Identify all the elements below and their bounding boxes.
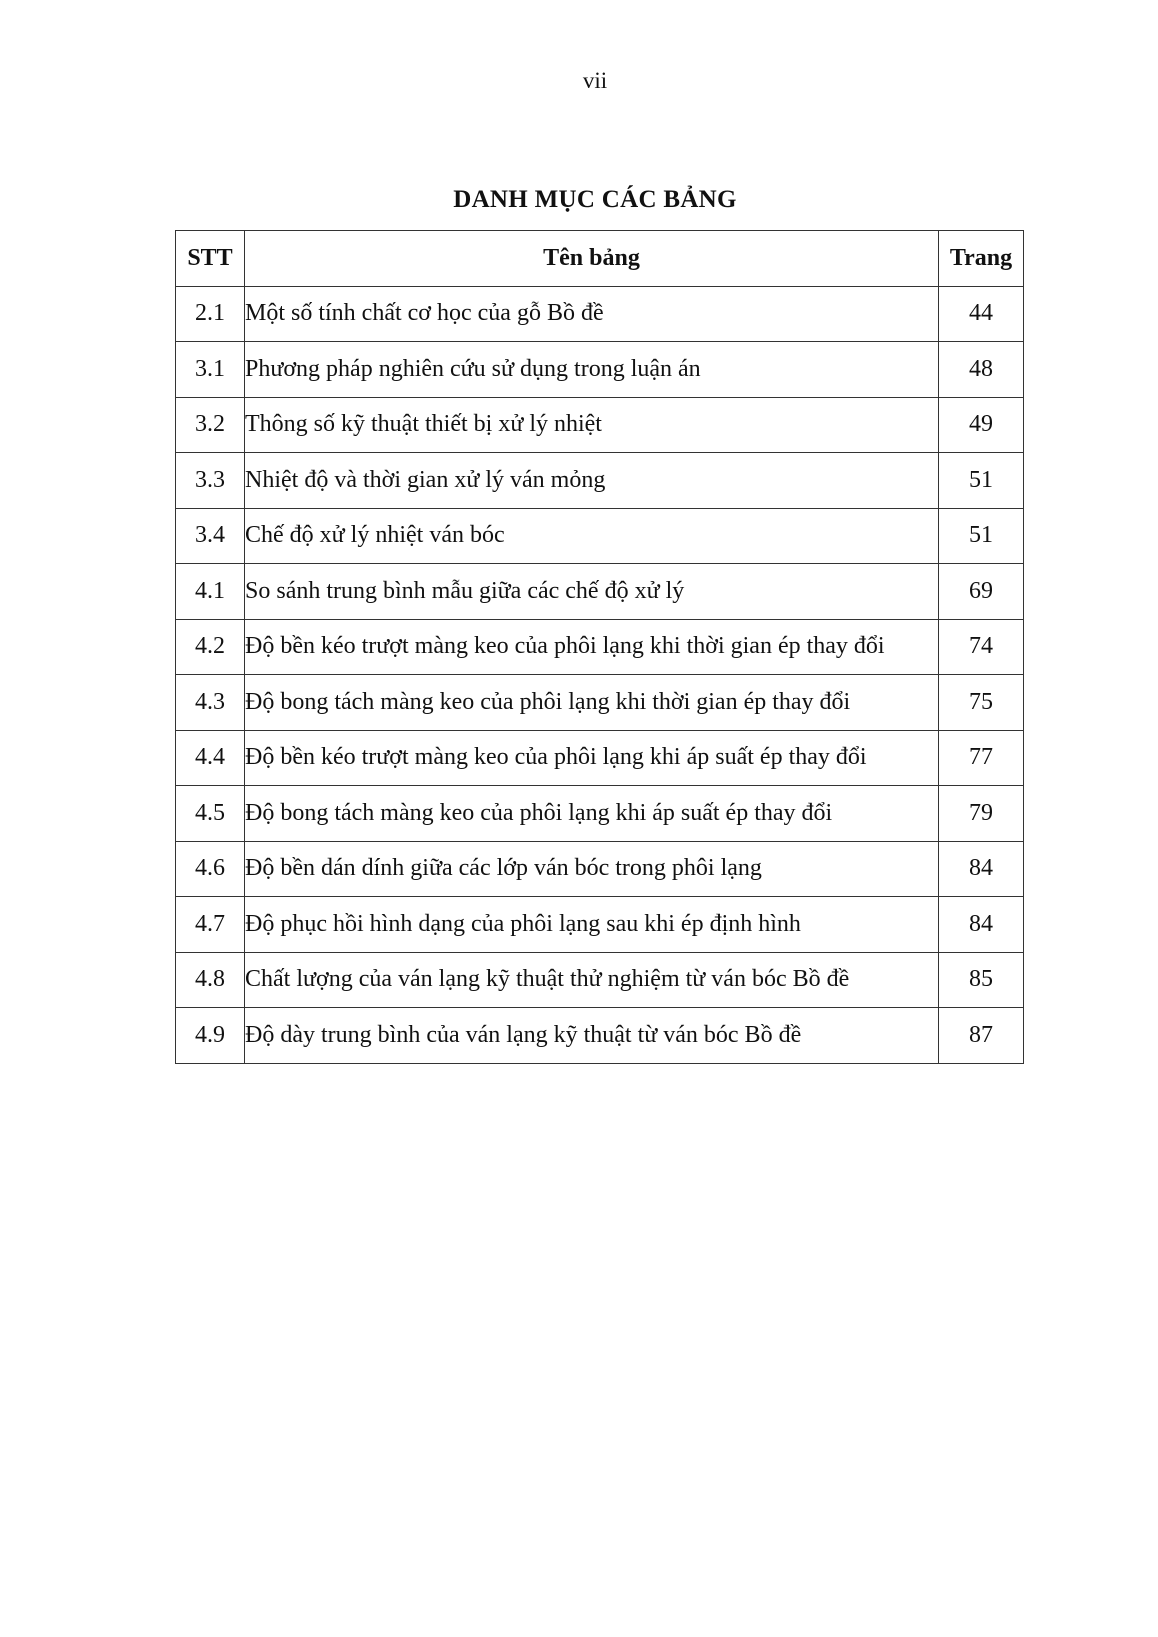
row-table-name: Một số tính chất cơ học của gỗ Bồ đề <box>245 286 939 342</box>
row-page: 87 <box>939 1008 1024 1064</box>
table-row <box>176 897 1024 953</box>
table-row <box>176 508 1024 564</box>
row-page: 69 <box>939 564 1024 620</box>
page-number: vii <box>582 68 608 93</box>
row-page: 51 <box>939 453 1024 509</box>
table-row <box>176 286 1024 342</box>
row-table-name: Độ bền kéo trượt màng keo của phôi lạng khi thời gian ép thay đổi <box>245 619 939 675</box>
row-page: 44 <box>939 286 1024 342</box>
row-page: 77 <box>939 730 1024 786</box>
row-stt: 4.2 <box>176 619 245 675</box>
row-table-name: Độ bền kéo trượt màng keo của phôi lạng khi áp suất ép thay đổi <box>245 730 939 786</box>
page-title: DANH MỤC CÁC BẢNG <box>453 186 737 213</box>
row-table-name: Độ bong tách màng keo của phôi lạng khi áp suất ép thay đổi <box>245 786 939 842</box>
table-row <box>176 675 1024 731</box>
row-stt: 3.4 <box>176 508 245 564</box>
row-stt: 2.1 <box>176 286 245 342</box>
row-table-name: Nhiệt độ và thời gian xử lý ván mỏng <box>245 453 939 509</box>
header-table-name: Tên bảng <box>245 231 939 287</box>
row-table-name: Độ bong tách màng keo của phôi lạng khi thời gian ép thay đổi <box>245 675 939 731</box>
row-page: 48 <box>939 342 1024 398</box>
row-stt: 4.9 <box>176 1008 245 1064</box>
row-page: 51 <box>939 508 1024 564</box>
row-stt: 3.2 <box>176 397 245 453</box>
row-stt: 4.6 <box>176 841 245 897</box>
header-page: Trang <box>939 231 1024 287</box>
row-page: 79 <box>939 786 1024 842</box>
row-page: 84 <box>939 841 1024 897</box>
row-stt: 4.8 <box>176 952 245 1008</box>
table-row <box>176 397 1024 453</box>
row-page: 85 <box>939 952 1024 1008</box>
row-stt: 4.7 <box>176 897 245 953</box>
row-stt: 4.3 <box>176 675 245 731</box>
row-table-name: Độ bền dán dính giữa các lớp ván bóc trong phôi lạng <box>245 841 939 897</box>
row-page: 74 <box>939 619 1024 675</box>
row-stt: 4.1 <box>176 564 245 620</box>
table-row <box>176 730 1024 786</box>
row-stt: 4.4 <box>176 730 245 786</box>
row-page: 84 <box>939 897 1024 953</box>
table-row <box>176 1008 1024 1064</box>
row-table-name: So sánh trung bình mẫu giữa các chế độ xử lý <box>245 564 939 620</box>
table-row <box>176 342 1024 398</box>
row-table-name: Độ phục hồi hình dạng của phôi lạng sau khi ép định hình <box>245 897 939 953</box>
table-row <box>176 619 1024 675</box>
row-stt: 4.5 <box>176 786 245 842</box>
row-page: 49 <box>939 397 1024 453</box>
table-list <box>175 230 1024 1064</box>
table-header-row <box>176 231 1024 287</box>
table-row <box>176 841 1024 897</box>
table-row <box>176 564 1024 620</box>
header-stt: STT <box>176 231 245 287</box>
row-table-name: Chất lượng của ván lạng kỹ thuật thử nghiệm từ ván bóc Bồ đề <box>245 952 939 1008</box>
row-stt: 3.3 <box>176 453 245 509</box>
row-table-name: Chế độ xử lý nhiệt ván bóc <box>245 508 939 564</box>
table-row <box>176 786 1024 842</box>
table-row <box>176 453 1024 509</box>
table-row <box>176 952 1024 1008</box>
row-page: 75 <box>939 675 1024 731</box>
row-table-name: Thông số kỹ thuật thiết bị xử lý nhiệt <box>245 397 939 453</box>
row-table-name: Phương pháp nghiên cứu sử dụng trong luận án <box>245 342 939 398</box>
row-stt: 3.1 <box>176 342 245 398</box>
row-table-name: Độ dày trung bình của ván lạng kỹ thuật từ ván bóc Bồ đề <box>245 1008 939 1064</box>
